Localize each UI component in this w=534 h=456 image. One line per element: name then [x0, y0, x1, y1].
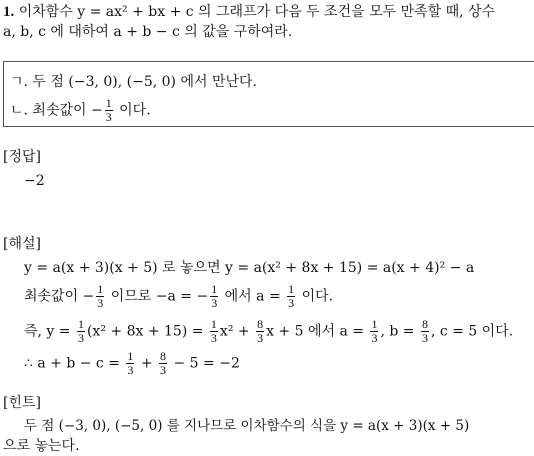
problem-text-1: 이차함수 y = ax² + bx + c 의 그래프가 다음 두 조건을 모두 만족할 때, 상수 [18, 4, 496, 20]
fraction-one-third: $\frac{1}{3}$ [127, 349, 134, 377]
fraction-one-third: $\frac{1}{3}$ [77, 317, 84, 345]
fraction-one-third: $\frac{1}{3}$ [97, 282, 104, 310]
condition-1: ㄱ. 두 점 (−3, 0), (−5, 0) 에서 만난다. [10, 74, 257, 90]
solution-heading: [해설] [3, 236, 41, 252]
fraction-eight-thirds: $\frac{8}{3}$ [257, 317, 264, 345]
fraction-one-third: $\frac{1}{3}$ [371, 317, 378, 345]
fraction-one-third: $\frac{1}{3}$ [211, 282, 218, 310]
condition-2-fraction: $\frac{1}{3}$ [105, 96, 112, 124]
hint-line-1: 두 점 (−3, 0), (−5, 0) 를 지나므로 이차함수의 식을 y = a(x + 3)(x + 5) [24, 418, 470, 434]
fraction-eight-thirds: $\frac{8}{3}$ [421, 317, 428, 345]
solution-line-4: ∴ a + b − c = $\frac{1}{3}$ + $\frac{8}{3}$ − 5 = −2 [24, 349, 240, 377]
solution-line-1: y = a(x + 3)(x + 5) 로 놓으면 y = a(x² + 8x + 15) = a(x + 4)² − a [24, 260, 475, 276]
fraction-one-third: $\frac{1}{3}$ [210, 317, 217, 345]
problem-line-2: a, b, c 에 대하여 a + b − c 의 값을 구하여라. [3, 24, 293, 40]
solution-line-2: 최솟값이 − $\frac{1}{3}$ 이므로 −a = − $\frac{1}{3}$ 에서 a = $\frac{1}{3}$ 이다. [24, 282, 334, 310]
problem-line-1 [3, 3, 495, 21]
problem-number: 1. [3, 4, 15, 20]
answer-heading: [정답] [3, 149, 41, 165]
condition-2-prefix: ㄴ. 최솟값이 − [10, 102, 103, 119]
answer-value: −2 [24, 173, 45, 189]
solution-line-3: 즉, y = $\frac{1}{3}$ (x² + 8x + 15) = $\frac{1}{3}$ x² + $\frac{8}{3}$ x + 5 에서 a = $\frac{1}{3}$ , b = $\frac{8}{3}$ , c = 5 이다. [24, 317, 514, 345]
condition-2 [10, 97, 151, 124]
fraction-one-third: $\frac{1}{3}$ [288, 282, 295, 310]
condition-2-suffix: 이다. [119, 102, 151, 119]
fraction-eight-thirds: $\frac{8}{3}$ [160, 349, 167, 377]
hint-line-2: 으로 놓는다. [3, 438, 80, 454]
hint-heading: [힌트] [3, 395, 41, 411]
